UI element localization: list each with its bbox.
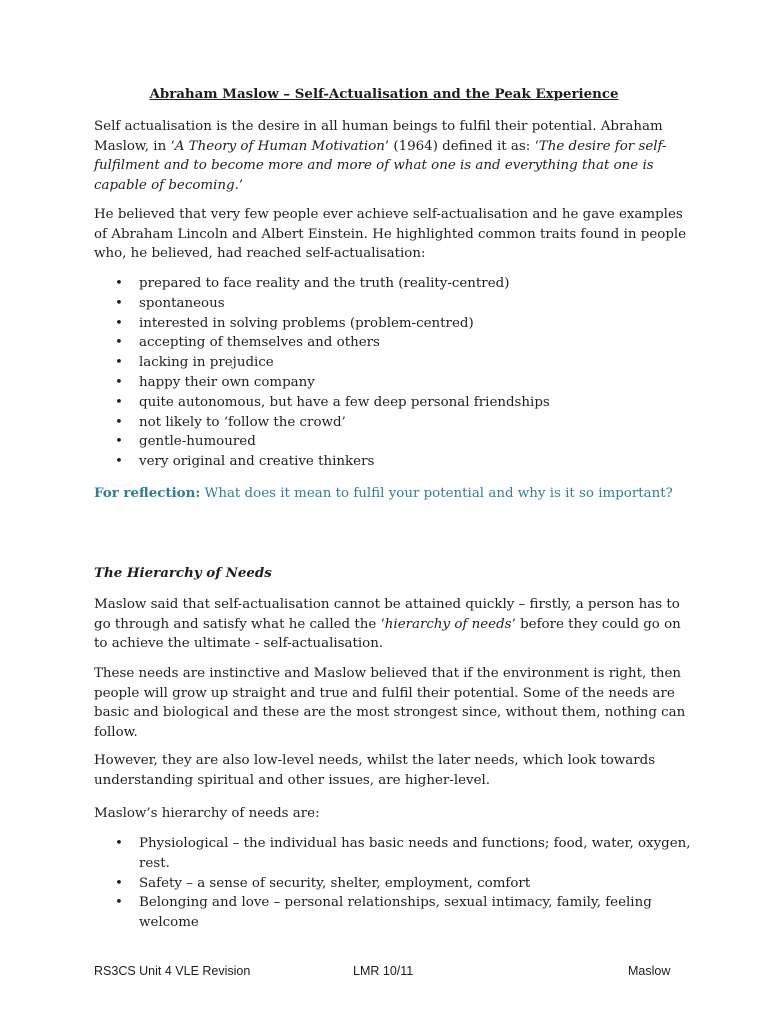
- trait-list-item: • happy their own company: [94, 373, 694, 393]
- hierarchy-paragraph-2: These needs are instinctive and Maslow believed that if the environment is right, then people will grow up straight and true and fulfil their potential. Some of the needs are basic and biological and these are the most strongest since, without them, nothing can follow.: [94, 666, 686, 740]
- trait-list-item: • not likely to ‘follow the crowd’: [94, 413, 694, 433]
- trait-list-item: • very original and creative thinkers: [94, 452, 694, 472]
- hierarchy-paragraph-1: [94, 595, 694, 654]
- trait-list-item: • spontaneous: [94, 294, 694, 314]
- needs-list: [94, 834, 694, 933]
- book-title: A Theory of Human Motivation: [174, 138, 385, 154]
- intro-text: Self actualisation is the desire in all human beings to fulfil their potential. Abraham Maslow, in ‘: [94, 119, 663, 154]
- trait-list-item: • accepting of themselves and others: [94, 333, 694, 353]
- page-title: Abraham Maslow – Self-Actualisation and the Peak Experience: [149, 86, 619, 102]
- quote-close: ’: [238, 177, 244, 193]
- traits-list: [94, 274, 694, 472]
- need-list-item: • Safety – a sense of security, shelter, employment, comfort: [94, 874, 694, 894]
- trait-list-item: • quite autonomous, but have a few deep personal friendships: [94, 393, 694, 413]
- trait-list-item: • gentle-humoured: [94, 432, 694, 452]
- intro-text-cont: ’ (1964) defined it as: ‘: [384, 138, 539, 154]
- hierarchy-paragraph-4: Maslow’s hierarchy of needs are:: [94, 806, 320, 821]
- hierarchy-term: hierarchy of needs: [384, 616, 512, 632]
- need-list-item: • Physiological – the individual has basic needs and functions; food, water, oxygen, rest.: [94, 834, 694, 874]
- section-heading: The Hierarchy of Needs: [94, 565, 272, 581]
- traits-intro-paragraph: He believed that very few people ever achieve self-actualisation and he gave examples of Abraham Lincoln and Albert Einstein. He highlighted common traits found in people who, he believed, had reached self-actualisation:: [94, 207, 687, 261]
- maslow-quote: The desire for self-fulfilment and to become more and more of what one is and everything that one is capable of becoming.: [94, 138, 667, 193]
- footer-left: RS3CS Unit 4 VLE Revision: [94, 964, 251, 978]
- reflection-paragraph: [94, 484, 694, 504]
- footer-right: Maslow: [628, 964, 671, 978]
- footer-center: LMR 10/11: [353, 964, 414, 978]
- hierarchy-paragraph-3: However, they are also low-level needs, whilst the later needs, which look towards understanding spiritual and other issues, are higher-level.: [94, 753, 656, 788]
- hierarchy-text: Maslow said that self-actualisation cannot be attained quickly – firstly, a person has to go through and satisfy what he called the ‘: [94, 597, 680, 632]
- reflection-question: What does it mean to fulfil your potential and why is it so important?: [200, 486, 673, 501]
- hierarchy-text-cont: ’ before they could go on to achieve the ultimate - self-actualisation.: [94, 616, 681, 651]
- need-list-item: • Belonging and love – personal relationships, sexual intimacy, family, feeling welcome: [94, 893, 694, 933]
- trait-list-item: • interested in solving problems (problem-centred): [94, 314, 694, 334]
- intro-paragraph: [94, 117, 694, 195]
- reflection-label: For reflection:: [94, 485, 201, 501]
- trait-list-item: • prepared to face reality and the truth (reality-centred): [94, 274, 694, 294]
- trait-list-item: • lacking in prejudice: [94, 353, 694, 373]
